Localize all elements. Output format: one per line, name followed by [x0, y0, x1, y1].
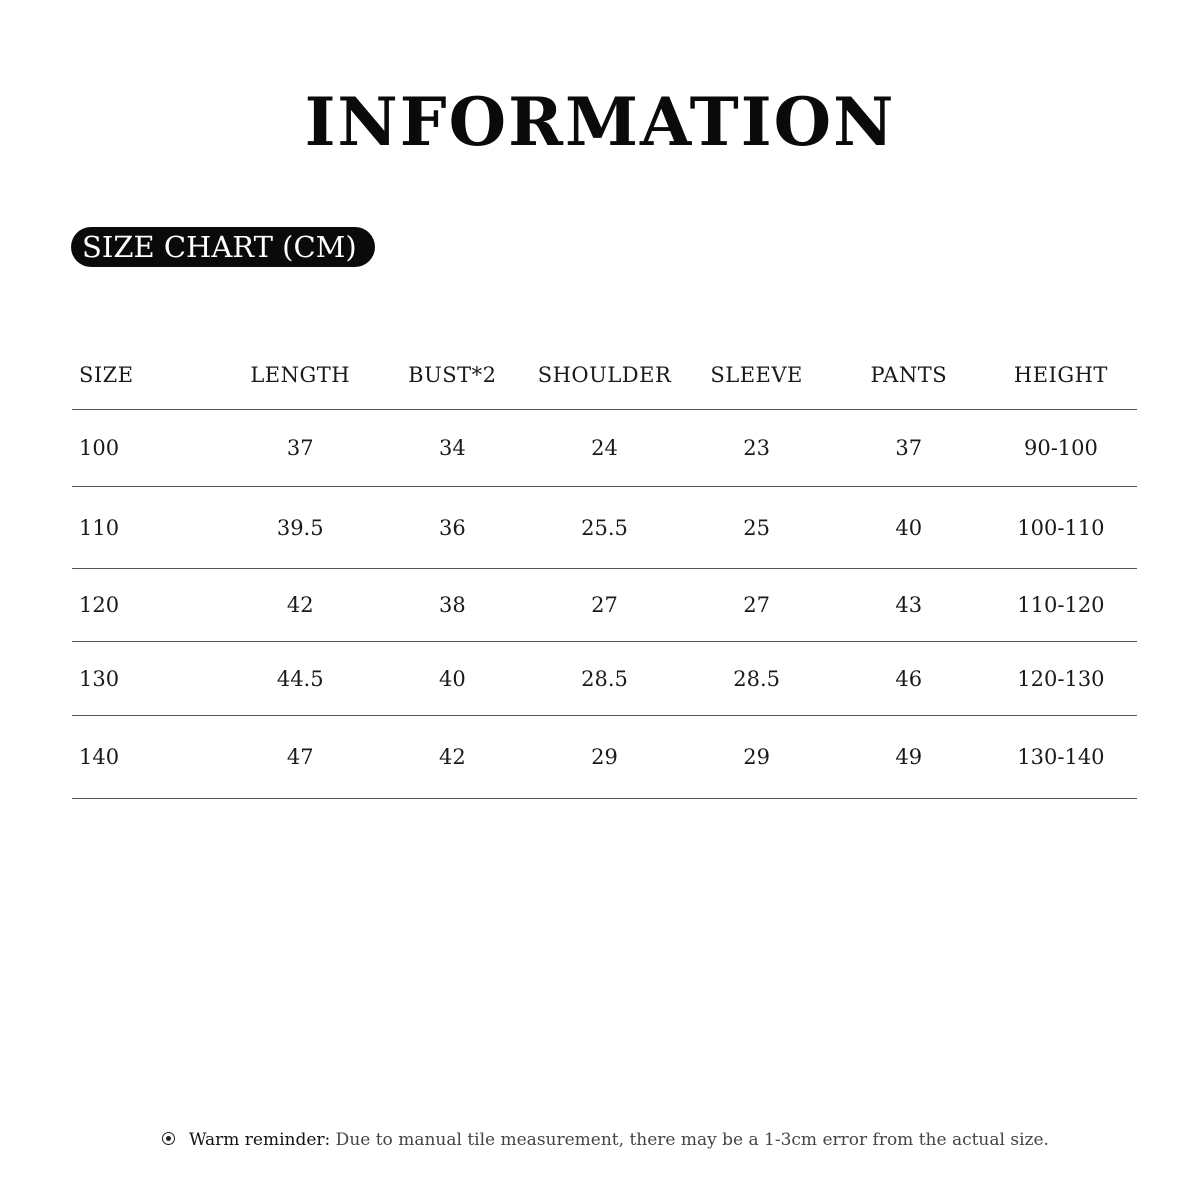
table-cell: 120-130: [985, 642, 1137, 716]
table-cell: 37: [224, 410, 376, 487]
table-row: [72, 642, 1137, 716]
radio-bullet-icon: [162, 1132, 175, 1145]
table-cell: 29: [681, 716, 833, 799]
table-cell: 28.5: [681, 642, 833, 716]
table-cell: 27: [528, 569, 680, 642]
column-header-bust: BUST*2: [376, 340, 528, 410]
table-cell: 24: [528, 410, 680, 487]
warm-reminder-note: [162, 1127, 1049, 1153]
table-cell: 130-140: [985, 716, 1137, 799]
column-header-length: LENGTH: [224, 340, 376, 410]
table-cell: 23: [681, 410, 833, 487]
table-cell: 37: [833, 410, 985, 487]
reminder-text: Due to manual tile measurement, there may be a 1-3cm error from the actual size.: [330, 1130, 1049, 1150]
size-chart-badge: SIZE CHART (CM): [71, 227, 375, 267]
column-header-pants: PANTS: [833, 340, 985, 410]
reminder-label: Warm reminder:: [189, 1130, 331, 1150]
table-cell: 130: [72, 642, 224, 716]
table-cell: 38: [376, 569, 528, 642]
table-cell: 120: [72, 569, 224, 642]
table-cell: 42: [224, 569, 376, 642]
table-cell: 140: [72, 716, 224, 799]
table-cell: 29: [528, 716, 680, 799]
table-cell: 27: [681, 569, 833, 642]
table-cell: 40: [833, 487, 985, 569]
column-header-sleeve: SLEEVE: [681, 340, 833, 410]
table-cell: 25.5: [528, 487, 680, 569]
table-cell: 44.5: [224, 642, 376, 716]
table-cell: 28.5: [528, 642, 680, 716]
table-cell: 34: [376, 410, 528, 487]
table-row: [72, 716, 1137, 799]
table-cell: 90-100: [985, 410, 1137, 487]
table-cell: 110-120: [985, 569, 1137, 642]
table-cell: 42: [376, 716, 528, 799]
column-header-size: SIZE: [72, 340, 224, 410]
table-cell: 36: [376, 487, 528, 569]
table-row: [72, 410, 1137, 487]
table-cell: 46: [833, 642, 985, 716]
table-cell: 110: [72, 487, 224, 569]
table-cell: 49: [833, 716, 985, 799]
page-title: INFORMATION: [304, 83, 896, 161]
column-header-height: HEIGHT: [985, 340, 1137, 410]
table-row: [72, 487, 1137, 569]
size-chart-table: [72, 340, 1137, 799]
table-cell: 43: [833, 569, 985, 642]
table-cell: 100: [72, 410, 224, 487]
table-cell: 25: [681, 487, 833, 569]
table-cell: 40: [376, 642, 528, 716]
table-row: [72, 569, 1137, 642]
table-header-row: [72, 340, 1137, 410]
table-cell: 100-110: [985, 487, 1137, 569]
table-cell: 39.5: [224, 487, 376, 569]
table-cell: 47: [224, 716, 376, 799]
column-header-shoulder: SHOULDER: [528, 340, 680, 410]
